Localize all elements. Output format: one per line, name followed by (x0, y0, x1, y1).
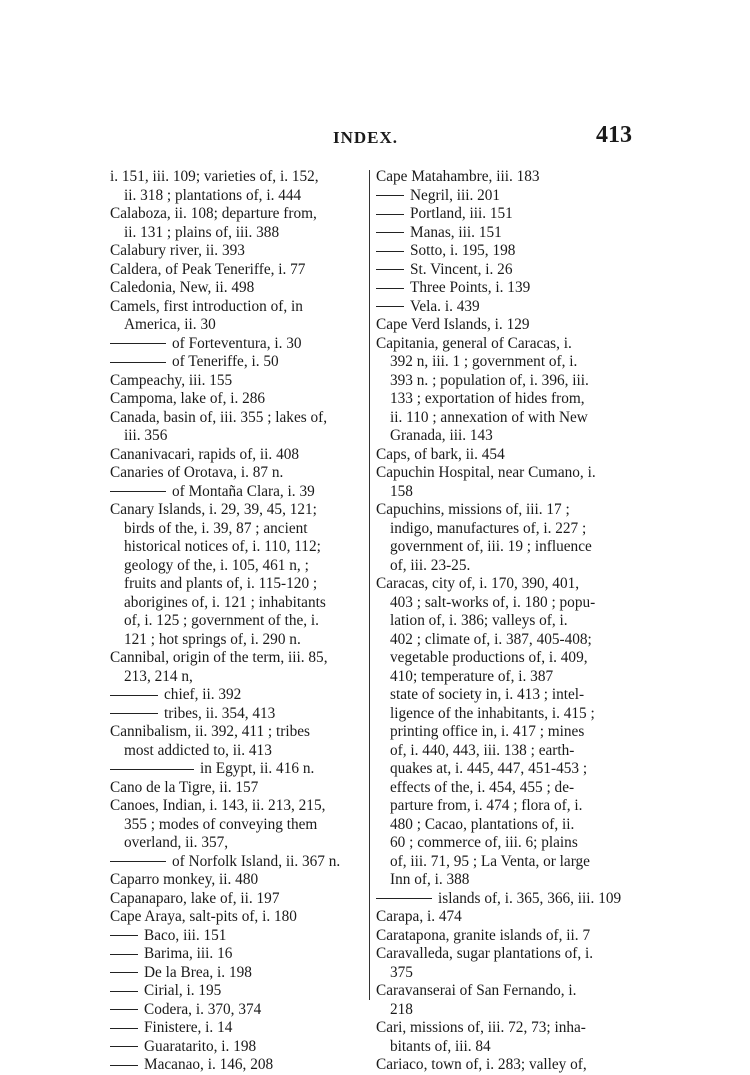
index-subentry (376, 242, 630, 261)
index-subentry (110, 705, 362, 724)
index-entry-text: Caratapona, granite islands of, ii. 7 (376, 926, 591, 944)
index-entry-text: Caps, of bark, ii. 454 (376, 445, 505, 463)
index-entry-line (376, 1056, 630, 1075)
index-entry-line (110, 594, 362, 613)
index-entry-line (376, 871, 630, 890)
index-entry-line (376, 631, 630, 650)
index-entry-line (110, 520, 362, 539)
index-entry-text: Granada, iii. 143 (390, 427, 493, 444)
ditto-dash (376, 195, 404, 196)
index-entry-line (376, 797, 630, 816)
index-entry-text: fruits and plants of, i. 115-120 ; (124, 575, 318, 592)
index-entry-text: 410; temperature of, i. 387 (390, 667, 554, 685)
index-entry-text: Baco, iii. 151 (144, 926, 227, 944)
index-entry-line (376, 742, 630, 761)
index-entry-text: vegetable productions of, i. 409, (390, 649, 588, 666)
index-subentry (376, 279, 630, 298)
index-entry-text: geology of the, i. 105, 461 n, ; (124, 556, 309, 574)
index-entry-text: Caledonia, New, ii. 498 (110, 279, 255, 296)
index-subentry (110, 1019, 362, 1038)
index-subentry (110, 927, 362, 946)
index-entry-text: of, iii. 23-25. (390, 556, 471, 574)
index-entry-line (110, 779, 362, 798)
index-entry-text: Cirial, i. 195 (144, 982, 222, 999)
index-entry-text: Calaboza, ii. 108; departure from, (110, 205, 317, 222)
index-entry-line (376, 760, 630, 779)
index-entry-line (110, 464, 362, 483)
right-index-column (376, 168, 630, 1075)
index-subentry (110, 1056, 362, 1075)
index-entry-text: Caparro monkey, ii. 480 (110, 871, 259, 888)
index-entry-text: islands of, i. 365, 366, iii. 109 (438, 889, 622, 907)
index-entry-line (376, 538, 630, 557)
page-number: 413 (596, 122, 632, 148)
index-entry-line (110, 390, 362, 409)
index-subentry (376, 890, 630, 909)
index-entry-line (376, 594, 630, 613)
index-entry-line (376, 1038, 630, 1057)
index-entry-line (376, 945, 630, 964)
index-entry-line (110, 834, 362, 853)
index-entry-text: Manas, iii. 151 (410, 223, 502, 241)
index-entry-text: ligence of the inhabitants, i. 415 ; (390, 704, 595, 722)
index-entry-text: overland, ii. 357, (124, 834, 229, 851)
index-entry-text: tribes, ii. 354, 413 (164, 704, 276, 722)
index-entry-text: 213, 214 n, (124, 667, 193, 685)
index-entry-text: aborigines of, i. 121 ; inhabitants (124, 593, 326, 611)
ditto-dash (110, 769, 194, 770)
index-entry-text: of Norfolk Island, ii. 367 n. (172, 852, 341, 870)
index-entry-text: Negril, iii. 201 (410, 186, 501, 204)
index-entry-text: quakes at, i. 445, 447, 451-453 ; (390, 760, 588, 777)
ditto-dash (110, 713, 158, 714)
index-entry-line (376, 982, 630, 1001)
index-entry-line (376, 1001, 630, 1020)
index-entry-text: Guaratarito, i. 198 (144, 1037, 257, 1055)
index-entry-line (376, 464, 630, 483)
index-entry-text: bitants of, iii. 84 (390, 1037, 491, 1055)
index-entry-text: Cape Verd Islands, i. 129 (376, 316, 530, 333)
index-entry-text: of, i. 125 ; government of the, i. (124, 612, 319, 629)
index-entry-line (376, 557, 630, 576)
index-entry-line (110, 316, 362, 335)
index-entry-text: Canaries of Orotava, i. 87 n. (110, 464, 284, 481)
index-entry-line (110, 261, 362, 280)
index-entry-line (376, 816, 630, 835)
ditto-dash (376, 898, 432, 899)
index-entry-line (110, 446, 362, 465)
index-entry-line (376, 964, 630, 983)
index-entry-text: Caldera, of Peak Teneriffe, i. 77 (110, 260, 306, 278)
index-entry-text: America, ii. 30 (124, 316, 216, 333)
ditto-dash (376, 269, 404, 270)
index-entry-line (376, 353, 630, 372)
index-entry-text: of Forteventura, i. 30 (172, 334, 302, 352)
index-entry-text: Inn of, i. 388 (390, 871, 470, 888)
index-entry-line (376, 1019, 630, 1038)
index-entry-line (110, 242, 362, 261)
index-entry-line (376, 427, 630, 446)
index-subentry (110, 945, 362, 964)
index-subentry (110, 853, 362, 872)
ditto-dash (110, 861, 166, 862)
index-entry-line (376, 649, 630, 668)
index-entry-text: Capuchin Hospital, near Cumano, i. (376, 464, 596, 481)
index-entry-line (376, 668, 630, 687)
ditto-dash (110, 1065, 138, 1066)
index-entry-text: Caracas, city of, i. 170, 390, 401, (376, 575, 580, 592)
index-entry-line (110, 298, 362, 317)
ditto-dash (376, 251, 404, 252)
index-entry-line (110, 427, 362, 446)
index-entry-line (110, 631, 362, 650)
index-entry-line (376, 723, 630, 742)
index-entry-line (110, 908, 362, 927)
index-entry-text: of Montaña Clara, i. 39 (172, 482, 315, 500)
index-entry-line (110, 279, 362, 298)
index-subentry (110, 1001, 362, 1020)
ditto-dash (110, 935, 138, 936)
index-entry-line (376, 705, 630, 724)
index-entry-text: Cannibal, origin of the term, iii. 85, (110, 649, 328, 666)
index-entry-text: 355 ; modes of conveying them (124, 815, 318, 833)
index-entry-text: 121 ; hot springs of, i. 290 n. (124, 630, 301, 648)
index-entry-line (110, 723, 362, 742)
index-entry-text: Cariaco, town of, i. 283; valley of, (376, 1056, 587, 1073)
index-entry-line (110, 168, 362, 187)
ditto-dash (376, 288, 404, 289)
index-entry-text: ii. 131 ; plains of, iii. 388 (124, 223, 280, 241)
index-subentry (110, 1038, 362, 1057)
ditto-dash (110, 491, 166, 492)
index-entry-text: Cannibalism, ii. 392, 411 ; tribes (110, 723, 310, 740)
index-entry-text: parture from, i. 474 ; flora of, i. (390, 797, 583, 814)
index-entry-text: Codera, i. 370, 374 (144, 1000, 262, 1018)
index-entry-text: Sotto, i. 195, 198 (410, 242, 516, 259)
ditto-dash (376, 232, 404, 233)
index-subentry (376, 298, 630, 317)
index-entry-line (376, 520, 630, 539)
ditto-dash (110, 991, 138, 992)
index-entry-line (376, 927, 630, 946)
index-subentry (110, 335, 362, 354)
index-entry-line (376, 612, 630, 631)
index-entry-text: of, i. 440, 443, iii. 138 ; earth- (390, 741, 575, 759)
index-entry-line (110, 742, 362, 761)
index-subentry (110, 353, 362, 372)
index-entry-text: 375 (390, 963, 413, 981)
index-entry-line (110, 205, 362, 224)
ditto-dash (376, 306, 404, 307)
index-entry-text: Campoma, lake of, i. 286 (110, 390, 266, 407)
index-entry-text: of Teneriffe, i. 50 (172, 353, 279, 370)
index-entry-text: state of society in, i. 413 ; intel- (390, 686, 585, 703)
index-entry-line (376, 316, 630, 335)
column-divider (369, 170, 370, 1000)
index-entry-line (110, 372, 362, 391)
index-entry-line (110, 409, 362, 428)
index-entry-text: lation of, i. 386; valleys of, i. (390, 612, 568, 629)
index-entry-line (110, 816, 362, 835)
index-entry-text: ii. 318 ; plantations of, i. 444 (124, 186, 302, 204)
ditto-dash (110, 1009, 138, 1010)
index-entry-text: Caravalleda, sugar plantations of, i. (376, 945, 594, 962)
index-entry-text: ii. 110 ; annexation of with New (390, 408, 588, 426)
index-entry-line (376, 908, 630, 927)
ditto-dash (376, 214, 404, 215)
index-subentry (376, 261, 630, 280)
ditto-dash (110, 954, 138, 955)
index-entry-text: Macanao, i. 146, 208 (144, 1056, 274, 1073)
index-entry-text: Cape Matahambre, iii. 183 (376, 168, 540, 185)
index-entry-text: Cari, missions of, iii. 72, 73; inha- (376, 1019, 586, 1036)
index-entry-line (110, 538, 362, 557)
index-entry-text: Vela. i. 439 (410, 297, 480, 315)
ditto-dash (110, 1028, 138, 1029)
index-entry-line (110, 612, 362, 631)
index-entry-text: Cape Araya, salt-pits of, i. 180 (110, 908, 297, 925)
index-entry-text: effects of the, i. 454, 455 ; de- (390, 778, 575, 796)
index-subentry (376, 205, 630, 224)
index-entry-line (110, 668, 362, 687)
index-entry-line (110, 224, 362, 243)
index-entry-text: Barima, iii. 16 (144, 945, 233, 962)
index-entry-text: 60 ; commerce of, iii. 6; plains (390, 834, 578, 851)
index-entry-text: De la Brea, i. 198 (144, 963, 252, 981)
index-entry-text: Caravanserai of San Fernando, i. (376, 982, 577, 999)
index-entry-line (110, 557, 362, 576)
index-entry-line (110, 575, 362, 594)
left-index-column (110, 168, 362, 1075)
index-entry-line (376, 834, 630, 853)
index-entry-line (376, 335, 630, 354)
index-entry-text: Camels, first introduction of, in (110, 297, 303, 315)
index-entry-text: Canary Islands, i. 29, 39, 45, 121; (110, 501, 317, 518)
index-entry-text: St. Vincent, i. 26 (410, 260, 513, 278)
index-subentry (110, 760, 362, 779)
index-entry-text: printing office in, i. 417 ; mines (390, 723, 585, 740)
index-entry-text: 218 (390, 1000, 413, 1018)
index-entry-text: Three Points, i. 139 (410, 279, 531, 296)
index-subentry (376, 224, 630, 243)
index-entry-text: 480 ; Cacao, plantations of, ii. (390, 815, 575, 833)
index-entry-line (110, 797, 362, 816)
index-entry-line (376, 168, 630, 187)
index-entry-text: of, iii. 71, 95 ; La Venta, or large (390, 852, 590, 870)
index-entry-text: Campeachy, iii. 155 (110, 371, 233, 389)
index-entry-text: Capanaparo, lake of, ii. 197 (110, 889, 280, 907)
index-entry-text: 158 (390, 482, 413, 500)
ditto-dash (110, 972, 138, 973)
index-entry-line (376, 501, 630, 520)
index-entry-line (110, 501, 362, 520)
index-subentry (110, 964, 362, 983)
index-entry-line (376, 853, 630, 872)
index-entry-line (376, 372, 630, 391)
running-head: INDEX. (333, 128, 399, 147)
index-entry-text: government of, iii. 19 ; influence (390, 538, 592, 555)
index-entry-text: Finistere, i. 14 (144, 1019, 233, 1036)
index-entry-text: Capuchins, missions of, iii. 17 ; (376, 501, 570, 518)
index-entry-text: 403 ; salt-works of, i. 180 ; popu- (390, 593, 596, 611)
index-entry-text: Canoes, Indian, i. 143, ii. 213, 215, (110, 797, 326, 814)
index-entry-line (376, 483, 630, 502)
index-entry-line (110, 649, 362, 668)
index-entry-text: Calabury river, ii. 393 (110, 242, 245, 259)
index-entry-text: 393 n. ; population of, i. 396, iii. (390, 371, 589, 389)
index-entry-text: in Egypt, ii. 416 n. (200, 760, 315, 777)
index-entry-text: most addicted to, ii. 413 (124, 741, 272, 759)
index-subentry (110, 483, 362, 502)
ditto-dash (110, 343, 166, 344)
ditto-dash (110, 362, 166, 363)
index-entry-line (376, 446, 630, 465)
index-subentry (376, 187, 630, 206)
index-entry-line (376, 390, 630, 409)
index-entry-text: iii. 356 (124, 427, 168, 444)
index-entry-line (110, 871, 362, 890)
index-entry-text: indigo, manufactures of, i. 227 ; (390, 519, 587, 537)
index-entry-line (110, 187, 362, 206)
index-entry-line (376, 409, 630, 428)
index-entry-line (376, 575, 630, 594)
index-entry-text: 402 ; climate of, i. 387, 405-408; (390, 630, 592, 648)
index-entry-text: chief, ii. 392 (164, 686, 242, 703)
index-subentry (110, 686, 362, 705)
index-entry-line (376, 779, 630, 798)
index-entry-text: birds of the, i. 39, 87 ; ancient (124, 519, 308, 537)
index-entry-text: 133 ; exportation of hides from, (390, 390, 585, 407)
index-subentry (110, 982, 362, 1001)
index-entry-text: Capitania, general of Caracas, i. (376, 334, 572, 352)
index-entry-text: Portland, iii. 151 (410, 205, 513, 222)
index-entry-text: Cano de la Tigre, ii. 157 (110, 778, 259, 796)
index-entry-line (376, 686, 630, 705)
index-entry-text: Canada, basin of, iii. 355 ; lakes of, (110, 408, 328, 426)
ditto-dash (110, 695, 158, 696)
page-header (0, 122, 750, 152)
index-entry-text: Carapa, i. 474 (376, 908, 462, 925)
index-entry-text: Cananivacari, rapids of, ii. 408 (110, 445, 300, 463)
ditto-dash (110, 1046, 138, 1047)
index-entry-text: i. 151, iii. 109; varieties of, i. 152, (110, 168, 319, 185)
index-entry-line (110, 890, 362, 909)
index-entry-text: historical notices of, i. 110, 112; (124, 538, 321, 555)
index-entry-text: 392 n, iii. 1 ; government of, i. (390, 353, 578, 370)
